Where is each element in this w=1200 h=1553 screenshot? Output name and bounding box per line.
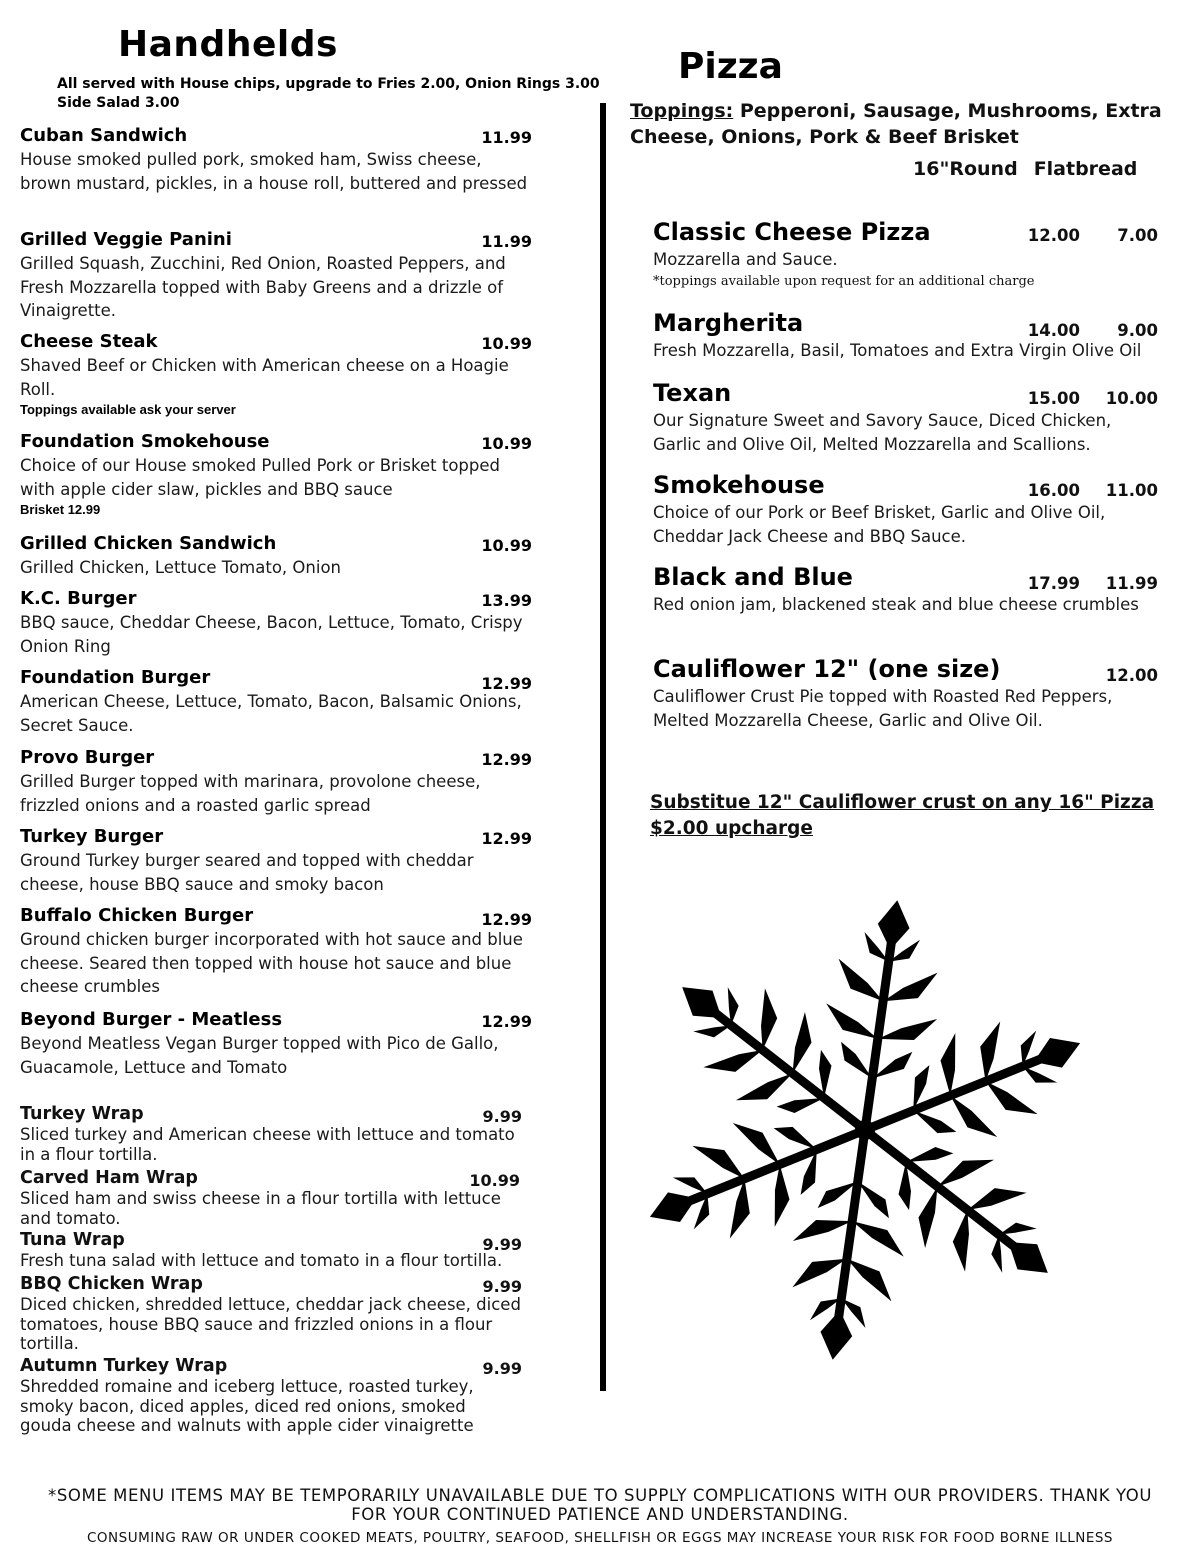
menu-item-cheese-steak	[20, 330, 532, 419]
item-description: House smoked pulled pork, smoked ham, Swiss cheese, brown mustard, pickles, in a house roll, buttered and pressed	[20, 150, 528, 193]
item-name: Provo Burger	[20, 747, 155, 768]
item-description: Choice of our Pork or Beef Brisket, Garlic and Olive Oil, Cheddar Jack Cheese and BBQ Sauce.	[653, 503, 1106, 546]
item-description: Fresh Mozzarella, Basil, Tomatoes and Extra Virgin Olive Oil	[653, 341, 1142, 360]
item-name: Tuna Wrap	[20, 1230, 125, 1250]
item-price: 10.99	[469, 1171, 520, 1190]
cauliflower-substitute-note: Substitue 12" Cauliflower crust on any 16" Pizza $2.00 upcharge	[650, 792, 1155, 839]
pizza-item-black-and-blue	[653, 561, 1158, 617]
price-flatbread: 10.00	[1105, 389, 1158, 408]
item-name: Turkey Burger	[20, 826, 164, 847]
item-price: 11.99	[481, 232, 532, 251]
item-name: Autumn Turkey Wrap	[20, 1356, 228, 1376]
snowflake-icon	[650, 885, 1080, 1375]
item-description: BBQ sauce, Cheddar Cheese, Bacon, Lettuce, Tomato, Crispy Onion Ring	[20, 613, 523, 656]
toppings-label: Toppings:	[630, 100, 734, 122]
item-price: 13.99	[481, 591, 532, 610]
price-round: 12.00	[1027, 226, 1080, 245]
pizza-toppings	[630, 98, 1175, 150]
toppings-list: Pepperoni, Sausage, Mushrooms, Extra Cheese, Onions, Pork & Beef Brisket	[630, 100, 1162, 148]
item-description: Beyond Meatless Vegan Burger topped with Pico de Gallo, Guacamole, Lettuce and Tomato	[20, 1034, 499, 1077]
price-round: 14.00	[1027, 321, 1080, 340]
menu-item-beyond-burger	[20, 1008, 532, 1079]
item-name: Carved Ham Wrap	[20, 1168, 198, 1188]
price-round: 16.00	[1027, 481, 1080, 500]
item-description: Grilled Squash, Zucchini, Red Onion, Roasted Peppers, and Fresh Mozzarella topped with Baby Greens and a drizzle of Vinaigrette.	[20, 254, 506, 320]
footer-availability-notice: *SOME MENU ITEMS MAY BE TEMPORARILY UNAVAILABLE DUE TO SUPPLY COMPLICATIONS WITH OUR PROVIDERS. THANK YOU FOR YOUR CONTINUED PATIENCE AND UNDERSTANDING.	[47, 1486, 1153, 1524]
item-price: 12.99	[481, 750, 532, 769]
size-flatbread-header: Flatbread	[1033, 158, 1138, 180]
item-name: Turkey Wrap	[20, 1104, 144, 1124]
price-round: 15.00	[1027, 389, 1080, 408]
size-round-header: 16"Round	[913, 158, 1018, 180]
item-description: Ground Turkey burger seared and topped with cheddar cheese, house BBQ sauce and smoky bacon	[20, 851, 474, 894]
item-name: Classic Cheese Pizza	[653, 218, 931, 246]
item-description: Grilled Burger topped with marinara, provolone cheese, frizzled onions and a roasted garlic spread	[20, 772, 481, 815]
item-description: Shredded romaine and iceberg lettuce, roasted turkey, smoky bacon, diced apples, diced red onions, smoked gouda cheese and walnuts with apple cider vinaigrette	[20, 1377, 474, 1435]
item-name: Foundation Smokehouse	[20, 431, 270, 452]
item-name: BBQ Chicken Wrap	[20, 1274, 203, 1294]
handhelds-title: Handhelds	[118, 24, 338, 65]
item-description: Our Signature Sweet and Savory Sauce, Diced Chicken, Garlic and Olive Oil, Melted Mozzarella and Scallions.	[653, 411, 1112, 454]
pizza-item-margherita	[653, 307, 1158, 363]
item-name: Grilled Veggie Panini	[20, 229, 232, 250]
item-name: Buffalo Chicken Burger	[20, 905, 254, 926]
item-price: 12.99	[481, 910, 532, 929]
pizza-item-smokehouse	[653, 469, 1158, 548]
item-name: Margherita	[653, 309, 804, 337]
item-price: 9.99	[482, 1277, 522, 1296]
pizza-item-cauliflower	[653, 653, 1158, 732]
item-description: Sliced turkey and American cheese with lettuce and tomato in a flour tortilla.	[20, 1125, 515, 1164]
item-name: Black and Blue	[653, 563, 853, 591]
price-flatbread: 11.00	[1105, 481, 1158, 500]
price-flatbread: 7.00	[1117, 226, 1158, 245]
item-name: Cauliflower 12" (one size)	[653, 655, 1001, 683]
item-price: 12.99	[481, 674, 532, 693]
menu-item-autumn-turkey-wrap	[20, 1356, 522, 1436]
menu-item-carved-ham-wrap	[20, 1168, 522, 1228]
item-price: 9.99	[482, 1235, 522, 1254]
item-description: Cauliflower Crust Pie topped with Roasted Red Peppers, Melted Mozzarella Cheese, Garlic and Olive Oil.	[653, 687, 1113, 730]
item-description: Mozzarella and Sauce.	[653, 250, 838, 269]
item-price: 10.99	[481, 434, 532, 453]
item-description: Diced chicken, shredded lettuce, cheddar jack cheese, diced tomatoes, house BBQ sauce and frizzled onions in a flour tortilla.	[20, 1295, 521, 1353]
menu-item-provo-burger	[20, 746, 532, 817]
menu-item-kc-burger	[20, 587, 532, 658]
item-name: Beyond Burger - Meatless	[20, 1009, 283, 1030]
menu-item-turkey-wrap	[20, 1104, 522, 1164]
item-description: Ground chicken burger incorporated with hot sauce and blue cheese. Seared then topped with house hot sauce and blue cheese crumbles	[20, 930, 523, 996]
menu-item-tuna-wrap	[20, 1230, 522, 1271]
item-name: Texan	[653, 379, 732, 407]
item-price: 12.99	[481, 829, 532, 848]
item-price: 9.99	[482, 1107, 522, 1126]
menu-item-bbq-chicken-wrap	[20, 1274, 522, 1354]
item-name: Grilled Chicken Sandwich	[20, 533, 277, 554]
menu-item-foundation-smokehouse	[20, 430, 532, 519]
menu-item-foundation-burger	[20, 666, 532, 737]
item-price: 10.99	[481, 334, 532, 353]
pizza-item-classic-cheese	[653, 216, 1158, 292]
item-price: 10.99	[481, 536, 532, 555]
menu-item-buffalo-chicken-burger	[20, 904, 532, 999]
item-description: Grilled Chicken, Lettuce Tomato, Onion	[20, 558, 342, 577]
footer-food-safety-warning: CONSUMING RAW OR UNDER COOKED MEATS, POULTRY, SEAFOOD, SHELLFISH OR EGGS MAY INCREASE YOUR RISK FOR FOOD BORNE ILLNESS	[86, 1530, 1113, 1546]
item-price: 9.99	[482, 1359, 522, 1378]
handhelds-sides-note: All served with House chips, upgrade to Fries 2.00, Onion Rings 3.00 Side Salad 3.00	[57, 76, 600, 111]
item-name: K.C. Burger	[20, 588, 137, 609]
item-name: Foundation Burger	[20, 667, 211, 688]
pizza-item-texan	[653, 377, 1158, 456]
menu-item-grilled-chicken-sandwich	[20, 532, 532, 580]
menu-item-turkey-burger	[20, 825, 532, 896]
price-one-size: 12.00	[1105, 666, 1158, 685]
item-price: 12.99	[481, 1012, 532, 1031]
item-description: Fresh tuna salad with lettuce and tomato in a flour tortilla.	[20, 1251, 503, 1270]
item-subnote: Brisket 12.99	[20, 502, 101, 517]
item-description: Sliced ham and swiss cheese in a flour tortilla with lettuce and tomato.	[20, 1189, 501, 1228]
item-description: Shaved Beef or Chicken with American cheese on a Hoagie Roll.	[20, 356, 509, 399]
item-subnote: Toppings available ask your server	[20, 402, 236, 417]
pizza-title: Pizza	[678, 46, 783, 87]
item-name: Cheese Steak	[20, 331, 158, 352]
item-name: Smokehouse	[653, 471, 825, 499]
menu-item-cuban-sandwich	[20, 124, 532, 195]
item-description: American Cheese, Lettuce, Tomato, Bacon, Balsamic Onions, Secret Sauce.	[20, 692, 522, 735]
price-flatbread: 9.00	[1117, 321, 1158, 340]
item-description: Choice of our House smoked Pulled Pork or Brisket topped with apple cider slaw, pickles and BBQ sauce	[20, 456, 500, 499]
item-name: Cuban Sandwich	[20, 125, 188, 146]
column-divider	[600, 103, 606, 1391]
price-flatbread: 11.99	[1105, 574, 1158, 593]
item-description: Red onion jam, blackened steak and blue cheese crumbles	[653, 595, 1139, 614]
item-note: *toppings available upon request for an additional charge	[653, 273, 1035, 289]
pizza-size-headers	[913, 158, 1137, 180]
price-round: 17.99	[1027, 574, 1080, 593]
item-price: 11.99	[481, 128, 532, 147]
menu-item-grilled-veggie-panini	[20, 228, 532, 323]
